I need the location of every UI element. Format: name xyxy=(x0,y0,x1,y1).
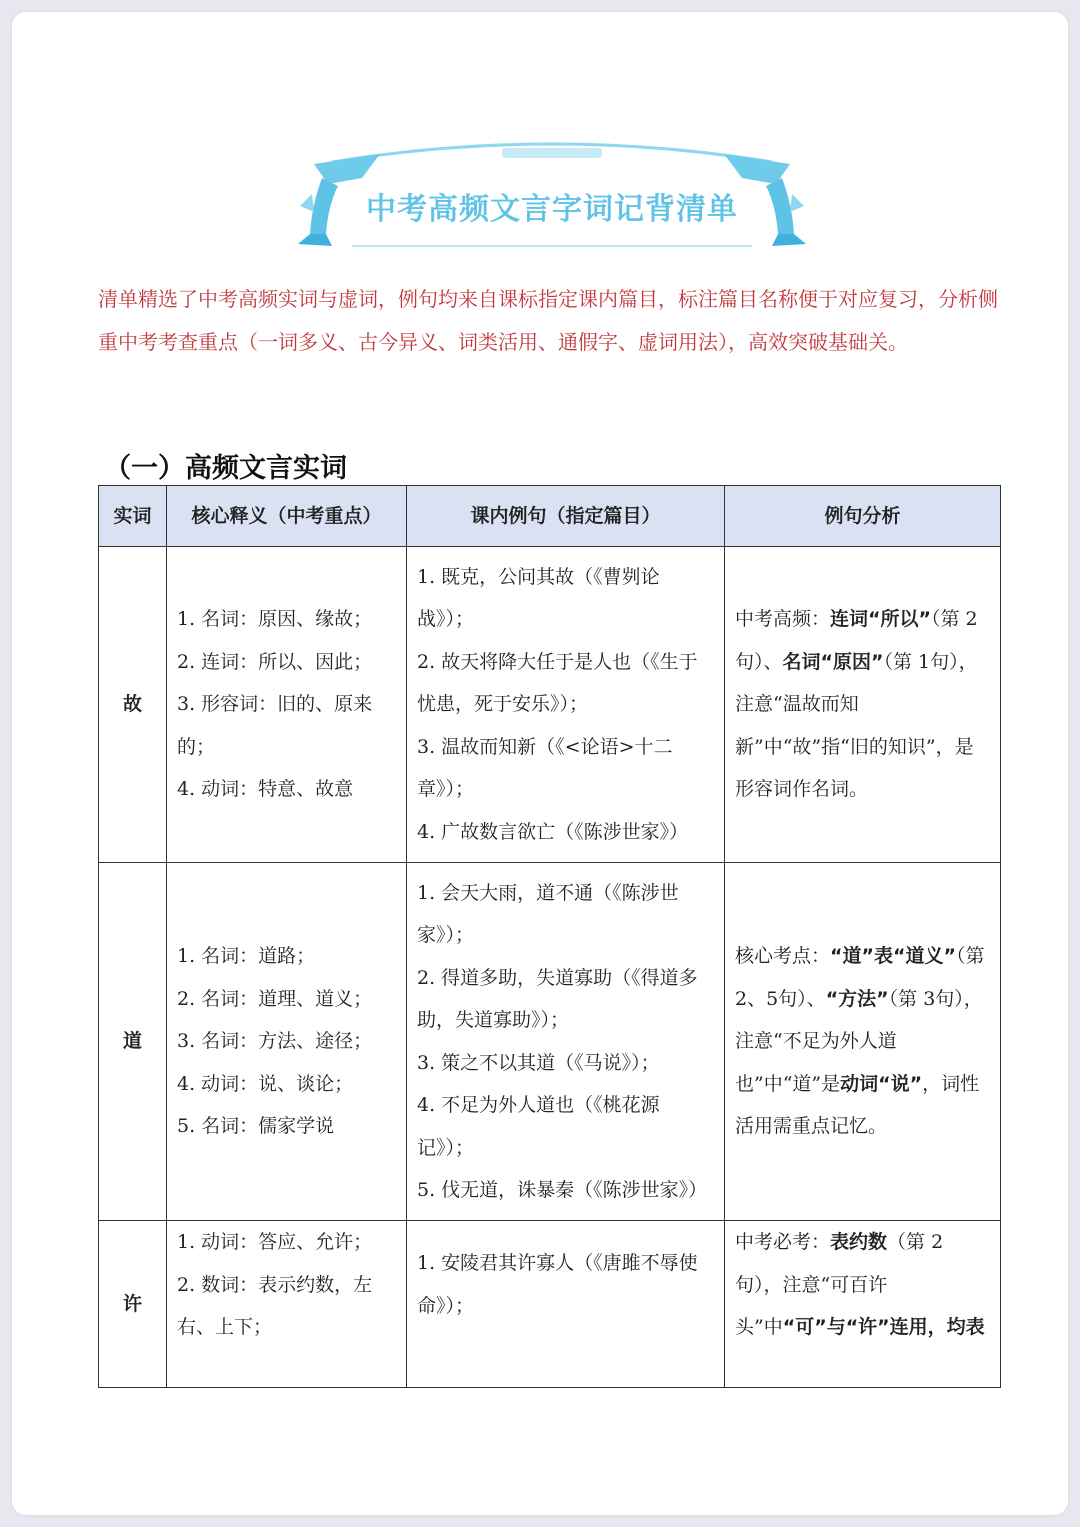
analysis-key: “方法” xyxy=(825,987,889,1010)
meaning-cell xyxy=(167,547,407,863)
analysis-cell xyxy=(725,1221,1001,1388)
header-word: 实词 xyxy=(99,486,167,547)
example-item: 2. 得道多助，失道寡助（《得道多助，失道寡助》）； xyxy=(417,966,698,1031)
analysis-key: “可”与“许”连用，均表 xyxy=(782,1316,985,1338)
meaning-item: 2. 名词：道理、道义； xyxy=(177,987,373,1010)
example-item: 5. 伐无道，诛暴秦（《陈涉世家》） xyxy=(417,1179,708,1201)
analysis-key: 动词“说” xyxy=(840,1072,923,1095)
example-item: 1. 会天大雨，道不通（《陈涉世家》）； xyxy=(417,881,679,946)
header-analysis: 例句分析 xyxy=(725,486,1001,547)
example-cell xyxy=(407,863,725,1221)
analysis-key: 名词“原因” xyxy=(782,650,884,673)
analysis-text: （第 3句），注意“不足为外人道也”中“道”是 xyxy=(735,987,983,1095)
example-item: 3. 策之不以其道（《马说》）； xyxy=(417,1051,660,1074)
word-cell: 许 xyxy=(99,1221,167,1388)
word-cell: 道 xyxy=(99,863,167,1221)
example-item: 1. 既克，公问其故（《曹刿论战》）； xyxy=(417,565,660,631)
analysis-cell xyxy=(725,547,1001,863)
meaning-cell xyxy=(167,863,407,1221)
table-header-row xyxy=(99,486,1001,547)
example-cell xyxy=(407,547,725,863)
example-cell xyxy=(407,1221,725,1388)
analysis-key: 连词“所以” xyxy=(830,608,931,631)
analysis-lead: 中考必考： xyxy=(735,1231,831,1253)
section-heading: （一）高频文言实词 xyxy=(104,453,347,484)
example-item: 4. 广故数言欲亡（《陈涉世家》） xyxy=(417,820,689,843)
intro-paragraph: 清单精选了中考高频实词与虚词，例句均来自课标指定课内篇目，标注篇目名称便于对应复习，分析侧重中考考查重点（一词多义、古今异义、词类活用、通假字、虚词用法），高效突破基础关。 xyxy=(98,287,998,354)
page-title: 中考高频文言字词记背清单 xyxy=(366,192,738,227)
analysis-lead: 核心考点： xyxy=(735,945,831,968)
analysis-text: （第 2句），注意“可百许头”中 xyxy=(735,1231,944,1338)
table-row xyxy=(99,1221,1001,1388)
example-item: 2. 故天将降大任于是人也（《生于忧患，死于安乐》）； xyxy=(417,650,698,716)
meaning-item: 1. 名词：道路； xyxy=(177,945,316,968)
analysis-text: （第 2、5句）、 xyxy=(735,945,985,1010)
header-meaning: 核心释义（中考重点） xyxy=(167,486,407,547)
example-item: 1. 安陵君其许寡人（《唐雎不辱使命》）； xyxy=(417,1252,698,1317)
meaning-item: 1. 名词：原因、缘故； xyxy=(177,608,373,631)
meaning-item: 1. 动词：答应、允许； xyxy=(177,1231,373,1253)
meaning-item: 5. 名词：儒家学说 xyxy=(177,1115,335,1138)
vocabulary-table xyxy=(98,485,1001,1388)
meaning-cell xyxy=(167,1221,407,1388)
document-page xyxy=(12,12,1068,1515)
example-item: 4. 不足为外人道也（《桃花源记》）； xyxy=(417,1094,660,1159)
word-cell: 故 xyxy=(99,547,167,863)
analysis-text: （第 1句），注意“温故而知新”中“故”指“旧的知识”，是形容词作名词。 xyxy=(735,650,978,801)
header-example: 课内例句（指定篇目） xyxy=(407,486,725,547)
example-item: 3. 温故而知新（《<论语>十二章》）； xyxy=(417,735,673,801)
table-row xyxy=(99,547,1001,863)
meaning-item: 2. 连词：所以、因此； xyxy=(177,650,373,673)
analysis-text: ，词性活用需重点记忆。 xyxy=(735,1072,980,1138)
analysis-key: “道”表“道义” xyxy=(830,945,956,968)
analysis-text: （第 2句）、 xyxy=(735,608,978,673)
meaning-item: 3. 形容词：旧的、原来的； xyxy=(177,693,373,758)
meaning-item: 3. 名词：方法、途径； xyxy=(177,1030,373,1053)
analysis-lead: 中考高频： xyxy=(735,608,831,631)
meaning-item: 2. 数词：表示约数，左右、上下； xyxy=(177,1273,373,1338)
title-banner xyxy=(292,134,812,259)
meaning-item: 4. 动词：说、谈论； xyxy=(177,1072,354,1095)
analysis-cell xyxy=(725,863,1001,1221)
table-row xyxy=(99,863,1001,1221)
analysis-key: 表约数 xyxy=(830,1231,888,1253)
meaning-item: 4. 动词：特意、故意 xyxy=(177,778,354,801)
